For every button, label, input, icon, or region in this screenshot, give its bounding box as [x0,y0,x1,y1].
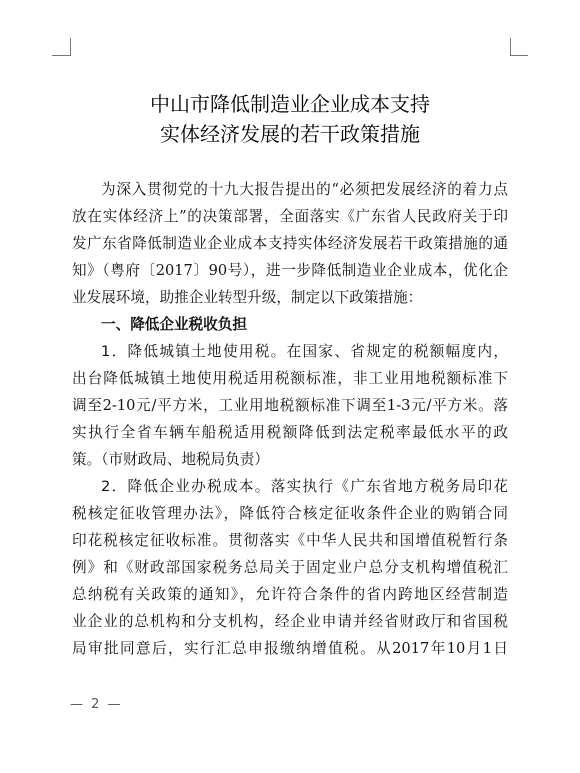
item1-line: 调至2-10元/平方米，工业用地税额标准下调至1-3元/平方米。落 [72,397,508,414]
crop-mark-top-left [52,55,70,56]
item1-first-line [72,338,508,365]
item1-line: 策。（市财政局、地税局负责） [72,451,270,468]
intro-line: 发广东省降低制造业企业成本支持实体经济发展若干政策措施的通 [72,235,508,252]
intro-line: 知》（粤府〔2017〕90号），进一步降低制造业企业成本，优化企 [72,262,508,279]
item2-line: 总纳税有关政策的通知》，允许符合条件的省内跨地区经营制造 [72,586,508,603]
crop-mark-top-right [510,55,528,56]
item2-first-line [72,473,508,500]
crop-mark-top-left [70,38,71,56]
item2-line: 局审批同意后，实行汇总申报缴纳增值税。从2017年10月1日 [72,640,508,657]
document-title-line-2: 实体经济发展的若干政策措施 [160,122,420,146]
intro-line: 放在实体经济上”的决策部署，全面落实《广东省人民政府关于印 [72,208,508,225]
item1-line: 出台降低城镇土地使用税适用税额标准，非工业用地税额标准下 [72,370,508,387]
item1-lead: 1．降低城镇土地使用税。 [101,343,287,360]
item2-line: 印花税核定征收标准。贯彻落实《中华人民共和国增值税暂行条 [72,532,508,549]
item2-line: 例》和《财政部国家税务总局关于固定业户总分支机构增值税汇 [72,559,508,576]
item2-first-rest: 落实执行《广东省地方税务局印花 [270,478,508,495]
document-title-line-1: 中山市降低制造业企业成本支持 [150,92,430,116]
section-heading: 一、降低企业税收负担 [101,316,247,333]
item2-lead: 2．降低企业办税成本。 [101,478,271,495]
item2-line: 税核定征收管理办法》，降低符合核定征收条件企业的购销合同 [72,505,508,522]
intro-line: 业发展环境，助推企业转型升级，制定以下政策措施： [72,289,423,306]
page-number: — 2 — [70,697,123,712]
item2-line: 业企业的总机构和分支机构，经企业申请并经省财政厅和省国税 [72,613,508,630]
intro-paragraph [72,176,508,662]
crop-mark-top-right [510,38,511,56]
intro-line: 为深入贯彻党的十九大报告提出的“必须把发展经济的着力点 [101,181,508,198]
item1-first-rest: 在国家、省规定的税额幅度内， [286,343,508,360]
item1-line: 实执行全省车辆车船税适用税额降低到法定税率最低水平的政 [72,424,508,441]
